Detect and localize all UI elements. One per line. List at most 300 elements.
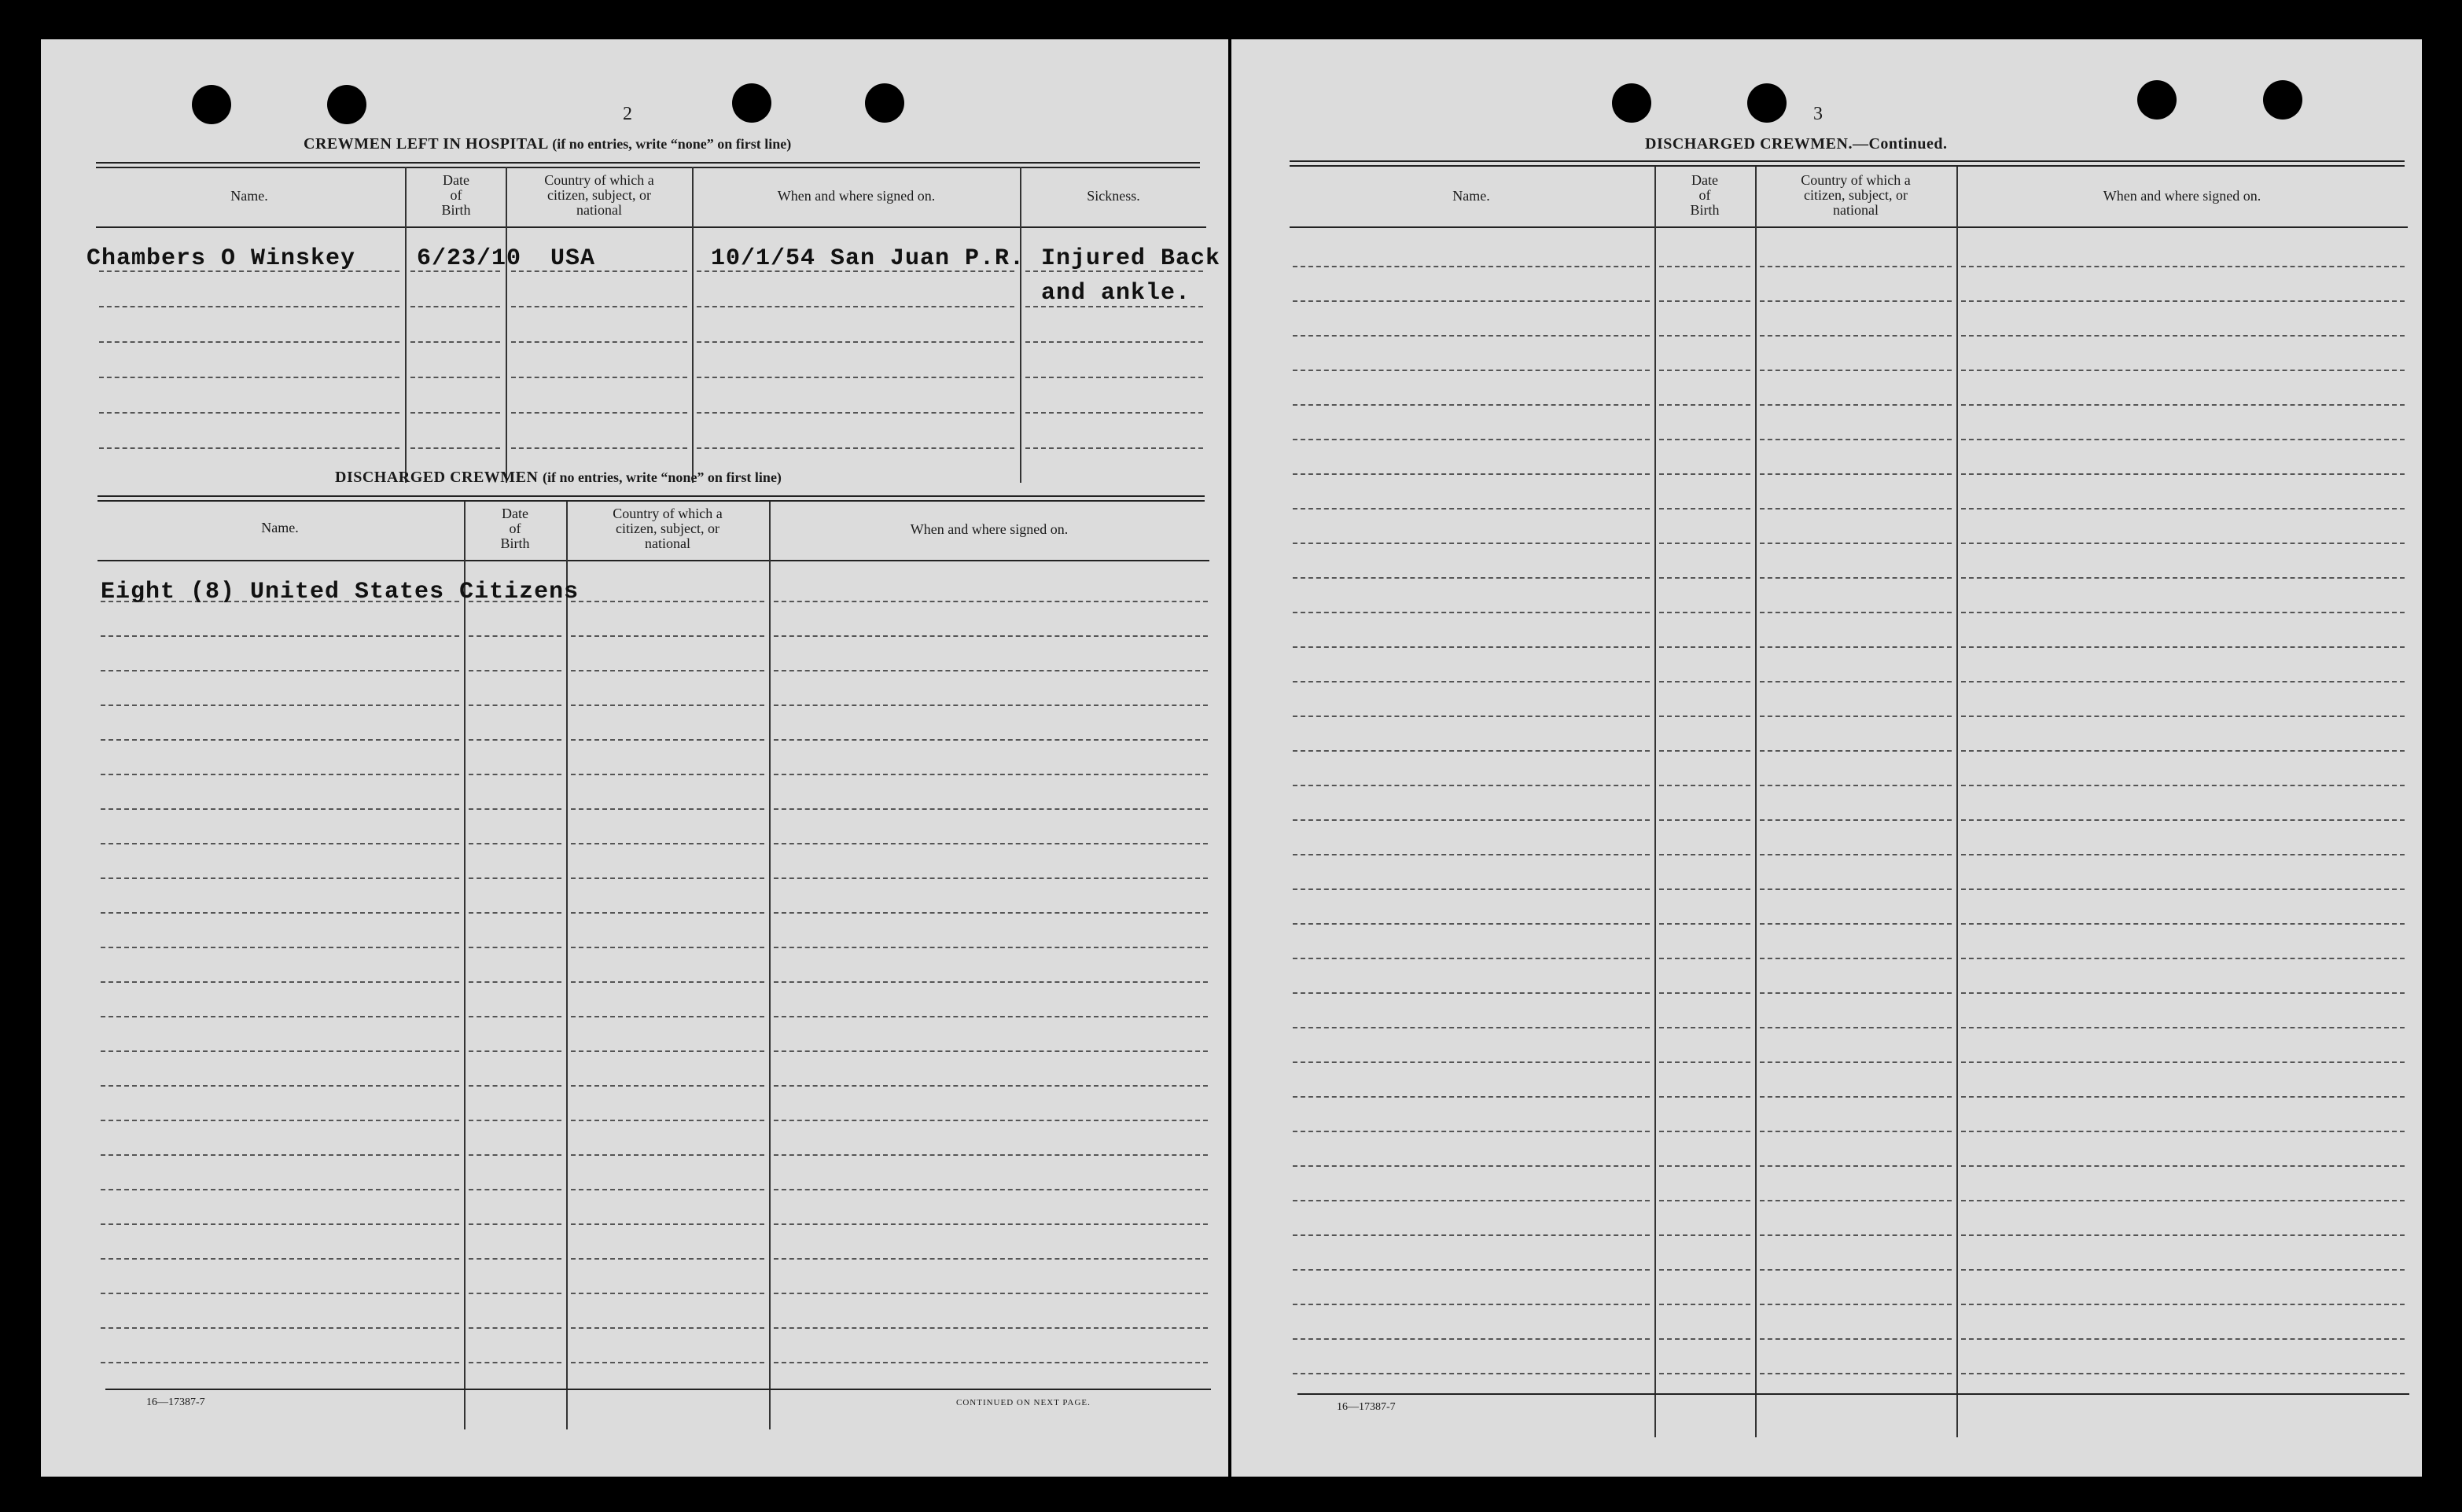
table-row-line — [1760, 300, 1952, 302]
table-row-line — [469, 981, 561, 983]
table-row-line — [774, 704, 1208, 706]
table-row-line — [1961, 508, 2405, 510]
table-row-line — [571, 601, 764, 602]
table-row-line — [101, 1223, 459, 1225]
table-row-line — [1760, 854, 1952, 855]
table-row-line — [1659, 1269, 1750, 1271]
table-row-line — [774, 981, 1208, 983]
table-row-line — [1961, 612, 2405, 613]
table-row-line — [1293, 750, 1650, 752]
table-row-line — [469, 1223, 561, 1225]
table-row-line — [774, 1154, 1208, 1156]
table-row-line — [1293, 404, 1650, 406]
table-row-line — [1293, 646, 1650, 648]
table-row-line — [1659, 716, 1750, 717]
table-row-line — [1760, 1200, 1952, 1201]
table-row-line — [1760, 1373, 1952, 1374]
table-row-line — [571, 1327, 764, 1329]
table-row-line — [1659, 681, 1750, 682]
table-row-line — [1659, 785, 1750, 786]
table-row-line — [1961, 473, 2405, 475]
table-row-line — [571, 808, 764, 810]
table-row-line — [1659, 1165, 1750, 1167]
table-row-line — [1760, 439, 1952, 440]
table-row-line — [1293, 716, 1650, 717]
table-row-line — [469, 1362, 561, 1363]
punch-hole — [327, 85, 366, 124]
table-row-line — [1293, 1165, 1650, 1167]
discharged-continued-title: DISCHARGED CREWMEN.—Continued. — [1645, 135, 1948, 153]
table-row-line — [774, 947, 1208, 948]
table-row-line — [469, 808, 561, 810]
table-row-line — [571, 1189, 764, 1190]
table-row-line — [101, 843, 459, 844]
table-row-line — [1760, 1234, 1952, 1236]
col-header-dob: Date of Birth — [1690, 172, 1720, 218]
table-row-line — [101, 1050, 459, 1052]
table-row-line — [1961, 923, 2405, 925]
table-row-line — [511, 306, 687, 307]
table-row-line — [697, 412, 1014, 414]
table-row-line — [774, 1362, 1208, 1363]
table-row-line — [1760, 1165, 1952, 1167]
table-row-line — [1659, 404, 1750, 406]
table-row-line — [1961, 1373, 2405, 1374]
page-number: 3 — [1813, 104, 1823, 124]
table-row-line — [1961, 854, 2405, 855]
table-row-line — [1961, 266, 2405, 267]
table-row-line — [774, 808, 1208, 810]
table-row-line — [1760, 888, 1952, 890]
table-row-line — [1961, 888, 2405, 890]
table-row-line — [469, 843, 561, 844]
table-row-line — [1961, 785, 2405, 786]
table-row-line — [571, 1293, 764, 1294]
table-row-line — [410, 412, 500, 414]
table-row-line — [1659, 543, 1750, 544]
table-row-line — [1293, 819, 1650, 821]
hospital-entry-country: USA — [550, 245, 596, 272]
table-row-line — [571, 739, 764, 741]
table-row-line — [410, 306, 500, 307]
discharged-entry: Eight (8) United States Citizens — [101, 579, 580, 605]
table-row-line — [1659, 958, 1750, 959]
table-row-line — [469, 1016, 561, 1017]
punch-hole — [1747, 83, 1787, 123]
table-row-line — [101, 774, 459, 775]
table-row-line — [571, 1085, 764, 1087]
table-row-line — [1961, 681, 2405, 682]
table-row-line — [1659, 370, 1750, 371]
table-row-line — [1025, 377, 1203, 378]
table-row-line — [1659, 508, 1750, 510]
table-row-line — [571, 774, 764, 775]
table-row-line — [1293, 266, 1650, 267]
table-row-line — [1659, 612, 1750, 613]
table-row-line — [1961, 335, 2405, 337]
column-divider — [1755, 167, 1757, 1437]
table-row-line — [1659, 266, 1750, 267]
right-page — [1231, 39, 2422, 1477]
table-row-line — [571, 1120, 764, 1121]
col-header-signed-on: When and where signed on. — [910, 521, 1069, 537]
table-row-line — [1760, 404, 1952, 406]
header-rule — [98, 560, 1209, 561]
table-row-line — [1659, 923, 1750, 925]
section-rule — [98, 495, 1205, 502]
table-row-line — [101, 1293, 459, 1294]
column-divider — [566, 502, 568, 1429]
table-row-line — [1760, 923, 1952, 925]
table-row-line — [101, 1154, 459, 1156]
table-row-line — [1293, 1096, 1650, 1098]
table-row-line — [469, 739, 561, 741]
col-header-signed-on: When and where signed on. — [777, 188, 936, 204]
table-row-line — [101, 1327, 459, 1329]
col-header-country: Country of which a citizen, subject, or national — [1801, 172, 1911, 218]
table-row-line — [571, 1050, 764, 1052]
col-header-name: Name. — [230, 188, 268, 204]
col-header-sickness: Sickness. — [1087, 188, 1140, 204]
table-row-line — [1025, 341, 1203, 343]
table-row-line — [1760, 473, 1952, 475]
table-row-line — [469, 877, 561, 879]
table-row-line — [571, 843, 764, 844]
column-divider — [1654, 167, 1656, 1437]
page-number: 2 — [623, 104, 632, 124]
table-row-line — [1659, 854, 1750, 855]
table-row-line — [571, 877, 764, 879]
table-row-line — [571, 947, 764, 948]
table-row-line — [1760, 508, 1952, 510]
table-row-line — [1293, 1234, 1650, 1236]
table-row-line — [1293, 1269, 1650, 1271]
table-row-line — [101, 1189, 459, 1190]
col-header-name: Name. — [261, 520, 299, 535]
table-row-line — [1659, 819, 1750, 821]
table-row-line — [1293, 612, 1650, 613]
table-row-line — [774, 774, 1208, 775]
table-row-line — [1293, 300, 1650, 302]
table-row-line — [101, 670, 459, 671]
table-row-line — [469, 635, 561, 637]
table-row-line — [99, 377, 399, 378]
table-row-line — [1961, 1096, 2405, 1098]
table-row-line — [99, 412, 399, 414]
table-row-line — [1293, 577, 1650, 579]
table-row-line — [1659, 1200, 1750, 1201]
discharged-section-title: DISCHARGED CREWMEN (if no entries, write “none” on first line) — [335, 469, 782, 486]
table-row-line — [1659, 439, 1750, 440]
table-row-line — [1293, 888, 1650, 890]
punch-hole — [732, 83, 771, 123]
table-row-line — [469, 1050, 561, 1052]
table-row-line — [1659, 1304, 1750, 1305]
table-row-line — [469, 704, 561, 706]
table-row-line — [101, 947, 459, 948]
table-row-line — [1025, 412, 1203, 414]
col-header-name: Name. — [1452, 188, 1490, 204]
column-divider — [692, 167, 694, 483]
table-row-line — [1293, 854, 1650, 855]
table-row-line — [1293, 508, 1650, 510]
table-row-line — [1760, 577, 1952, 579]
table-row-line — [774, 1085, 1208, 1087]
table-row-line — [774, 1016, 1208, 1017]
punch-hole — [865, 83, 904, 123]
table-row-line — [1760, 370, 1952, 371]
table-row-line — [469, 1154, 561, 1156]
table-row-line — [469, 947, 561, 948]
table-row-line — [1760, 612, 1952, 613]
table-row-line — [511, 270, 687, 272]
table-row-line — [1760, 819, 1952, 821]
table-row-line — [1760, 716, 1952, 717]
punch-hole — [192, 85, 231, 124]
continued-note: CONTINUED ON NEXT PAGE. — [956, 1398, 1091, 1407]
table-row-line — [1293, 923, 1650, 925]
col-header-dob: Date of Birth — [441, 172, 471, 218]
table-row-line — [571, 635, 764, 637]
table-row-line — [469, 1085, 561, 1087]
hospital-entry-name: Chambers O Winskey — [86, 245, 356, 272]
punch-hole — [2263, 80, 2302, 120]
form-number: 16—17387-7 — [146, 1396, 205, 1408]
table-row-line — [1961, 370, 2405, 371]
table-row-line — [1659, 1234, 1750, 1236]
table-row-line — [101, 739, 459, 741]
form-number: 16—17387-7 — [1337, 1401, 1396, 1413]
table-row-line — [1961, 439, 2405, 440]
table-row-line — [511, 341, 687, 343]
table-row-line — [511, 377, 687, 378]
table-row-line — [697, 306, 1014, 307]
table-row-line — [774, 601, 1208, 602]
col-header-signed-on: When and where signed on. — [2103, 188, 2261, 204]
table-row-line — [1961, 1338, 2405, 1340]
table-row-line — [1659, 1061, 1750, 1063]
table-row-line — [1961, 1131, 2405, 1132]
table-row-line — [571, 981, 764, 983]
table-row-line — [1293, 992, 1650, 994]
hospital-entry-sickness-cont: and ankle. — [1041, 280, 1191, 307]
table-row-line — [410, 447, 500, 449]
table-row-line — [774, 877, 1208, 879]
table-row-line — [1659, 335, 1750, 337]
table-row-line — [469, 1120, 561, 1121]
hospital-entry-signed-on: 10/1/54 San Juan P.R. — [711, 245, 1025, 272]
table-row-line — [1293, 681, 1650, 682]
col-header-country: Country of which a citizen, subject, or national — [544, 172, 654, 218]
table-row-line — [697, 341, 1014, 343]
table-row-line — [571, 1016, 764, 1017]
table-row-line — [1659, 750, 1750, 752]
header-rule — [1290, 226, 2408, 228]
table-row-line — [1293, 439, 1650, 440]
table-row-line — [1293, 473, 1650, 475]
table-row-line — [774, 843, 1208, 844]
table-row-line — [571, 1362, 764, 1363]
table-row-line — [1293, 370, 1650, 371]
table-row-line — [1659, 577, 1750, 579]
table-row-line — [571, 704, 764, 706]
table-row-line — [101, 1016, 459, 1017]
table-row-line — [1760, 785, 1952, 786]
table-row-line — [1760, 1131, 1952, 1132]
table-row-line — [571, 1258, 764, 1260]
table-row-line — [1659, 1027, 1750, 1028]
table-row-line — [1760, 1061, 1952, 1063]
table-row-line — [1760, 958, 1952, 959]
table-row-line — [1961, 992, 2405, 994]
table-row-line — [1659, 992, 1750, 994]
table-row-line — [774, 1327, 1208, 1329]
table-row-line — [1760, 750, 1952, 752]
col-header-country: Country of which a citizen, subject, or national — [613, 506, 723, 551]
table-row-line — [1293, 785, 1650, 786]
table-row-line — [774, 1050, 1208, 1052]
table-row-line — [1760, 992, 1952, 994]
table-row-line — [101, 877, 459, 879]
table-row-line — [1961, 300, 2405, 302]
table-row-line — [1961, 1061, 2405, 1063]
table-row-line — [101, 981, 459, 983]
table-row-line — [1293, 1200, 1650, 1201]
table-row-line — [101, 1362, 459, 1363]
table-row-line — [1961, 750, 2405, 752]
table-row-line — [101, 1120, 459, 1121]
table-row-line — [511, 412, 687, 414]
table-row-line — [1293, 1131, 1650, 1132]
table-row-line — [101, 1085, 459, 1087]
table-row-line — [1760, 1338, 1952, 1340]
table-row-line — [1760, 335, 1952, 337]
table-row-line — [1760, 543, 1952, 544]
hospital-entry-dob: 6/23/10 — [417, 245, 522, 272]
column-divider — [464, 502, 466, 1429]
table-row-line — [1659, 646, 1750, 648]
table-row-line — [99, 341, 399, 343]
table-row-line — [1961, 577, 2405, 579]
table-row-line — [1293, 1061, 1650, 1063]
table-row-line — [1760, 1027, 1952, 1028]
table-row-line — [774, 1293, 1208, 1294]
table-row-line — [469, 1258, 561, 1260]
table-row-line — [469, 1293, 561, 1294]
section-rule — [1290, 160, 2405, 167]
table-row-line — [1659, 473, 1750, 475]
table-row-line — [1659, 1131, 1750, 1132]
table-row-line — [697, 377, 1014, 378]
table-row-line — [1293, 335, 1650, 337]
table-row-line — [1760, 646, 1952, 648]
table-row-line — [1961, 1200, 2405, 1201]
table-row-line — [1760, 266, 1952, 267]
table-row-line — [101, 635, 459, 637]
table-row-line — [469, 1327, 561, 1329]
table-row-line — [511, 447, 687, 449]
table-row-line — [101, 1258, 459, 1260]
section-rule — [96, 162, 1200, 168]
table-row-line — [1659, 1096, 1750, 1098]
table-row-line — [1961, 958, 2405, 959]
table-row-line — [1659, 300, 1750, 302]
table-row-line — [774, 1120, 1208, 1121]
table-row-line — [571, 1223, 764, 1225]
bottom-rule — [105, 1389, 1211, 1390]
table-row-line — [99, 447, 399, 449]
table-row-line — [1961, 1269, 2405, 1271]
column-divider — [769, 502, 771, 1429]
table-row-line — [469, 1189, 561, 1190]
column-divider — [405, 167, 407, 483]
table-row-line — [1293, 1304, 1650, 1305]
table-row-line — [774, 1258, 1208, 1260]
table-row-line — [571, 912, 764, 914]
table-row-line — [1760, 681, 1952, 682]
table-row-line — [1760, 1269, 1952, 1271]
table-row-line — [1961, 646, 2405, 648]
table-row-line — [1293, 543, 1650, 544]
bottom-rule — [1297, 1393, 2409, 1395]
header-rule — [96, 226, 1206, 228]
column-divider — [506, 167, 507, 483]
table-row-line — [1961, 404, 2405, 406]
table-row-line — [1961, 1234, 2405, 1236]
table-row-line — [469, 670, 561, 671]
punch-hole — [1612, 83, 1651, 123]
table-row-line — [1760, 1096, 1952, 1098]
table-row-line — [101, 912, 459, 914]
hospital-section-title: CREWMEN LEFT IN HOSPITAL (if no entries, write “none” on first line) — [304, 135, 792, 153]
table-row-line — [1293, 1027, 1650, 1028]
table-row-line — [469, 912, 561, 914]
hospital-entry-sickness: Injured Back — [1041, 245, 1221, 272]
table-row-line — [1961, 819, 2405, 821]
table-row-line — [774, 1223, 1208, 1225]
column-divider — [1956, 167, 1958, 1437]
table-row-line — [469, 774, 561, 775]
table-row-line — [1961, 1165, 2405, 1167]
table-row-line — [571, 670, 764, 671]
table-row-line — [1961, 1027, 2405, 1028]
table-row-line — [101, 704, 459, 706]
table-row-line — [774, 1189, 1208, 1190]
table-row-line — [1961, 543, 2405, 544]
table-row-line — [1659, 1338, 1750, 1340]
table-row-line — [1961, 1304, 2405, 1305]
table-row-line — [410, 341, 500, 343]
table-row-line — [101, 808, 459, 810]
table-row-line — [1293, 958, 1650, 959]
table-row-line — [99, 306, 399, 307]
table-row-line — [774, 635, 1208, 637]
table-row-line — [774, 912, 1208, 914]
left-page — [41, 39, 1228, 1477]
table-row-line — [697, 447, 1014, 449]
table-row-line — [1293, 1338, 1650, 1340]
table-row-line — [1293, 1373, 1650, 1374]
punch-hole — [2137, 80, 2177, 120]
table-row-line — [1025, 447, 1203, 449]
table-row-line — [1659, 1373, 1750, 1374]
table-row-line — [774, 670, 1208, 671]
col-header-dob: Date of Birth — [500, 506, 530, 551]
table-row-line — [410, 377, 500, 378]
table-row-line — [571, 1154, 764, 1156]
column-divider — [1020, 167, 1021, 483]
table-row-line — [1659, 888, 1750, 890]
